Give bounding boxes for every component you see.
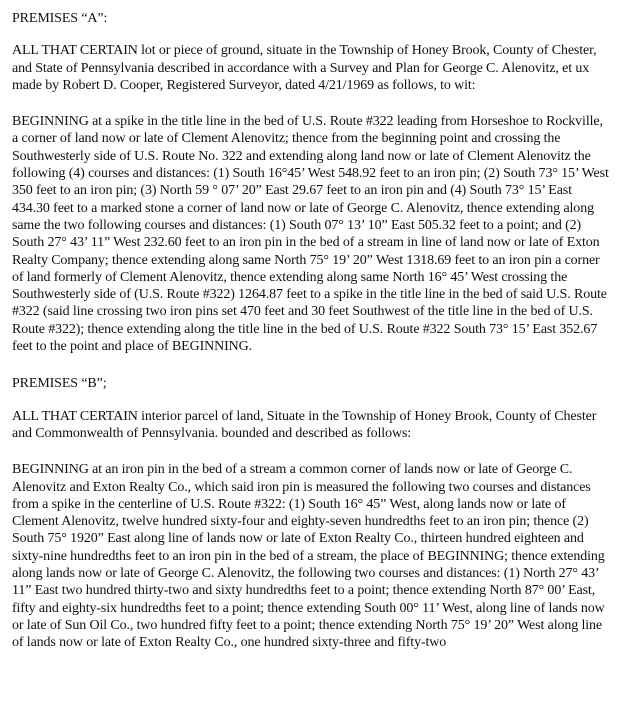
premises-b-heading: PREMISES “B”; [12, 376, 107, 392]
premises-a-heading: PREMISES “A”: [12, 11, 108, 26]
premises-a-description-paragraph: BEGINNING at a spike in the title line in the bed of U.S. Route #322 leading from Horseshoe to Rockville, a corner of land now or late of Clement Alenovitz; thence from the beginning point and crossing the Southwesterly side of U.S. Route No. 322 and extending along land now or late of Clement Alenovitz the following (4) courses and distances: (1) South 16°45’ West 548.92 feet to an iron pin; (2) South 73° 15’ West 350 feet to an iron pin; (3) North 59 ° 07’ 20” East 29.67 feet to an iron pin and (4) South 73° 15’ East 434.30 feet to a marked stone a corner of land now or late of George C. Alenovitz, thence extending along same the two following courses and distances: (1) South 07° 13’ 10” East 505.32 feet to a point; and (2) South 27° 43’ 11” West 232.60 feet to an iron pin in the bed of a stream in line of land now or late of Exton Realty Company; thence extending along same North 75° 19’ 20” West 1318.69 feet to an iron pin a corner of land formerly of Clement Alenovitz, thence extending along same North 16° 45’ West crossing the Southwesterly side of (U.S. Route #322) 1264.87 feet to a spike in the title line in the bed of said U.S. Route #322 (said line crossing two iron pins set 470 feet and 30 feet Southwest of the title line in the bed of U.S. Route #322); thence extending along the title line in the bed of U.S. Route #322 South 73° 15’ East 352.67 feet to the point and place of BEGINNING. [12, 114, 609, 355]
premises-a-intro-paragraph: ALL THAT CERTAIN lot or piece of ground, situate in the Township of Honey Brook, County of Chester, and State of Pennsylvania described in accordance with a Survey and Plan for George C. Alenovitz, et ux made by Robert D. Cooper, Registered Surveyor, dated 4/21/1969 as follows, to wit: [12, 43, 597, 93]
premises-b-intro-paragraph: ALL THAT CERTAIN interior parcel of land, Situate in the Township of Honey Brook, County of Chester and Commonwealth of Pennsylvania. bounded and described as follows: [12, 408, 597, 441]
premises-b-section [12, 375, 612, 651]
deed-document [12, 10, 612, 652]
premises-a-section [12, 10, 612, 355]
premises-b-description-paragraph: BEGINNING at an iron pin in the bed of a stream a common corner of lands now or late of George C. Alenovitz and Exton Realty Co., which said iron pin is measured the following two courses and distances from a spike in the centerline of U.S. Route #322: (1) South 16° 45” West, along lands now or late of Clement Alenovitz, twelve hundred sixty-four and eighty-seven hundredths feet to an iron pin; thence (2) South 75° 1920” East along line of lands now or late of Exton Realty Co., thirteen hundred eighteen and sixty-nine hundredths feet to an iron pin in the bed of a stream, the place of BEGINNING; thence extending along lands now or late of George C. Alenovitz, the following two courses and distances: (1) North 27° 43’ 11” East two hundred thirty-two and sixty hundredths feet to a point; thence extending North 87° 00’ East, fifty and eighty-six hundredths feet to a point; thence extending South 00° 11’ West, along line of lands now or late of Sun Oil Co., two hundred fifty feet to a point; thence extending North 75° 19’ 20” West along line of lands now or late of Exton Realty Co., one hundred sixty-three and fifty-two [12, 462, 605, 651]
